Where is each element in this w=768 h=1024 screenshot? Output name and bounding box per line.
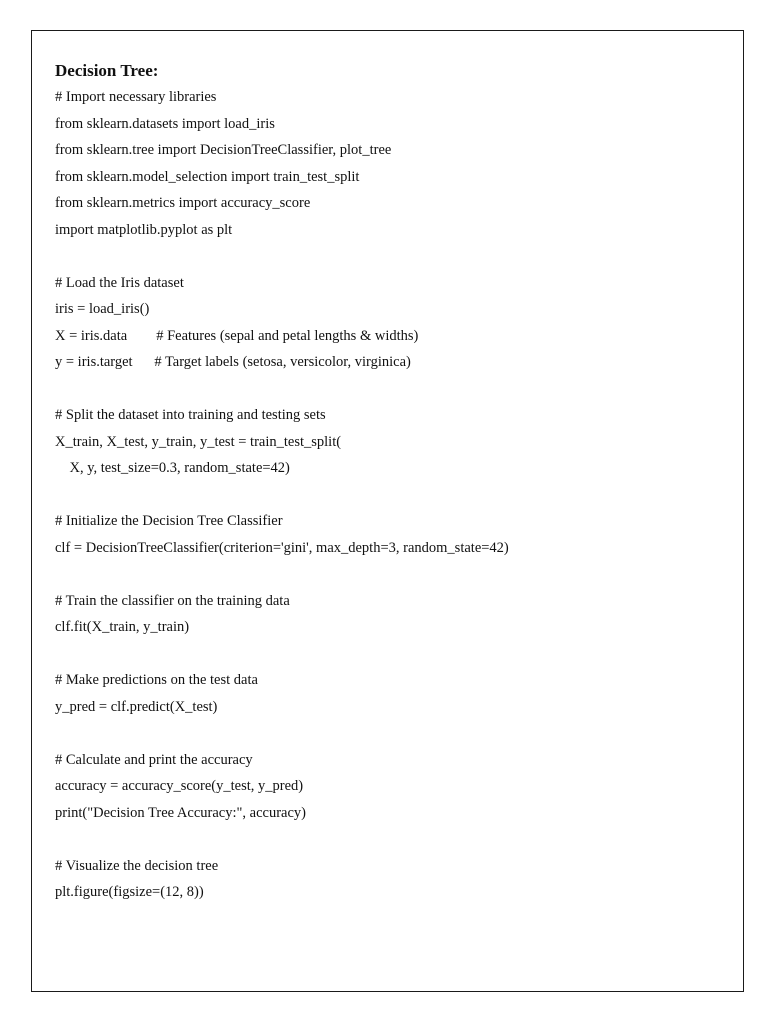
code-line: from sklearn.metrics import accuracy_score	[55, 195, 311, 211]
code-line: print("Decision Tree Accuracy:", accuracy)	[55, 804, 306, 821]
code-line: # Import necessary libraries	[55, 89, 217, 105]
code-line: from sklearn.model_selection import train_test_split	[55, 168, 360, 185]
blank-line	[55, 482, 738, 509]
blank-line	[55, 826, 738, 853]
code-line: X, y, test_size=0.3, random_state=42)	[55, 460, 290, 476]
code-line: iris = load_iris()	[55, 301, 150, 317]
code-block	[55, 84, 738, 906]
code-line: from sklearn.tree import DecisionTreeClassifier, plot_tree	[55, 142, 392, 158]
document-body	[55, 58, 738, 906]
code-line: # Train the classifier on the training data	[55, 592, 290, 609]
code-line: # Initialize the Decision Tree Classifier	[55, 513, 283, 529]
code-line: # Split the dataset into training and testing sets	[55, 407, 326, 423]
code-line: y_pred = clf.predict(X_test)	[55, 698, 218, 715]
blank-line	[55, 243, 738, 270]
code-line: clf.fit(X_train, y_train)	[55, 619, 190, 635]
code-line: import matplotlib.pyplot as plt	[55, 221, 233, 238]
code-line: # Load the Iris dataset	[55, 274, 184, 291]
code-line: X_train, X_test, y_train, y_test = train_test_split(	[55, 433, 342, 450]
code-line: y = iris.target # Target labels (setosa, versicolor, virginica)	[55, 354, 411, 370]
code-line: # Calculate and print the accuracy	[55, 751, 253, 768]
document-title: Decision Tree:	[55, 61, 159, 80]
code-line: # Visualize the decision tree	[55, 857, 219, 874]
blank-line	[55, 720, 738, 747]
code-line: accuracy = accuracy_score(y_test, y_pred)	[55, 778, 304, 794]
code-line: from sklearn.datasets import load_iris	[55, 115, 275, 132]
blank-line	[55, 641, 738, 668]
code-line: clf = DecisionTreeClassifier(criterion='gini', max_depth=3, random_state=42)	[55, 539, 509, 556]
code-line: # Make predictions on the test data	[55, 672, 258, 688]
code-line: plt.figure(figsize=(12, 8))	[55, 884, 204, 900]
blank-line	[55, 561, 738, 588]
code-line: X = iris.data # Features (sepal and petal lengths & widths)	[55, 327, 419, 344]
blank-line	[55, 376, 738, 403]
